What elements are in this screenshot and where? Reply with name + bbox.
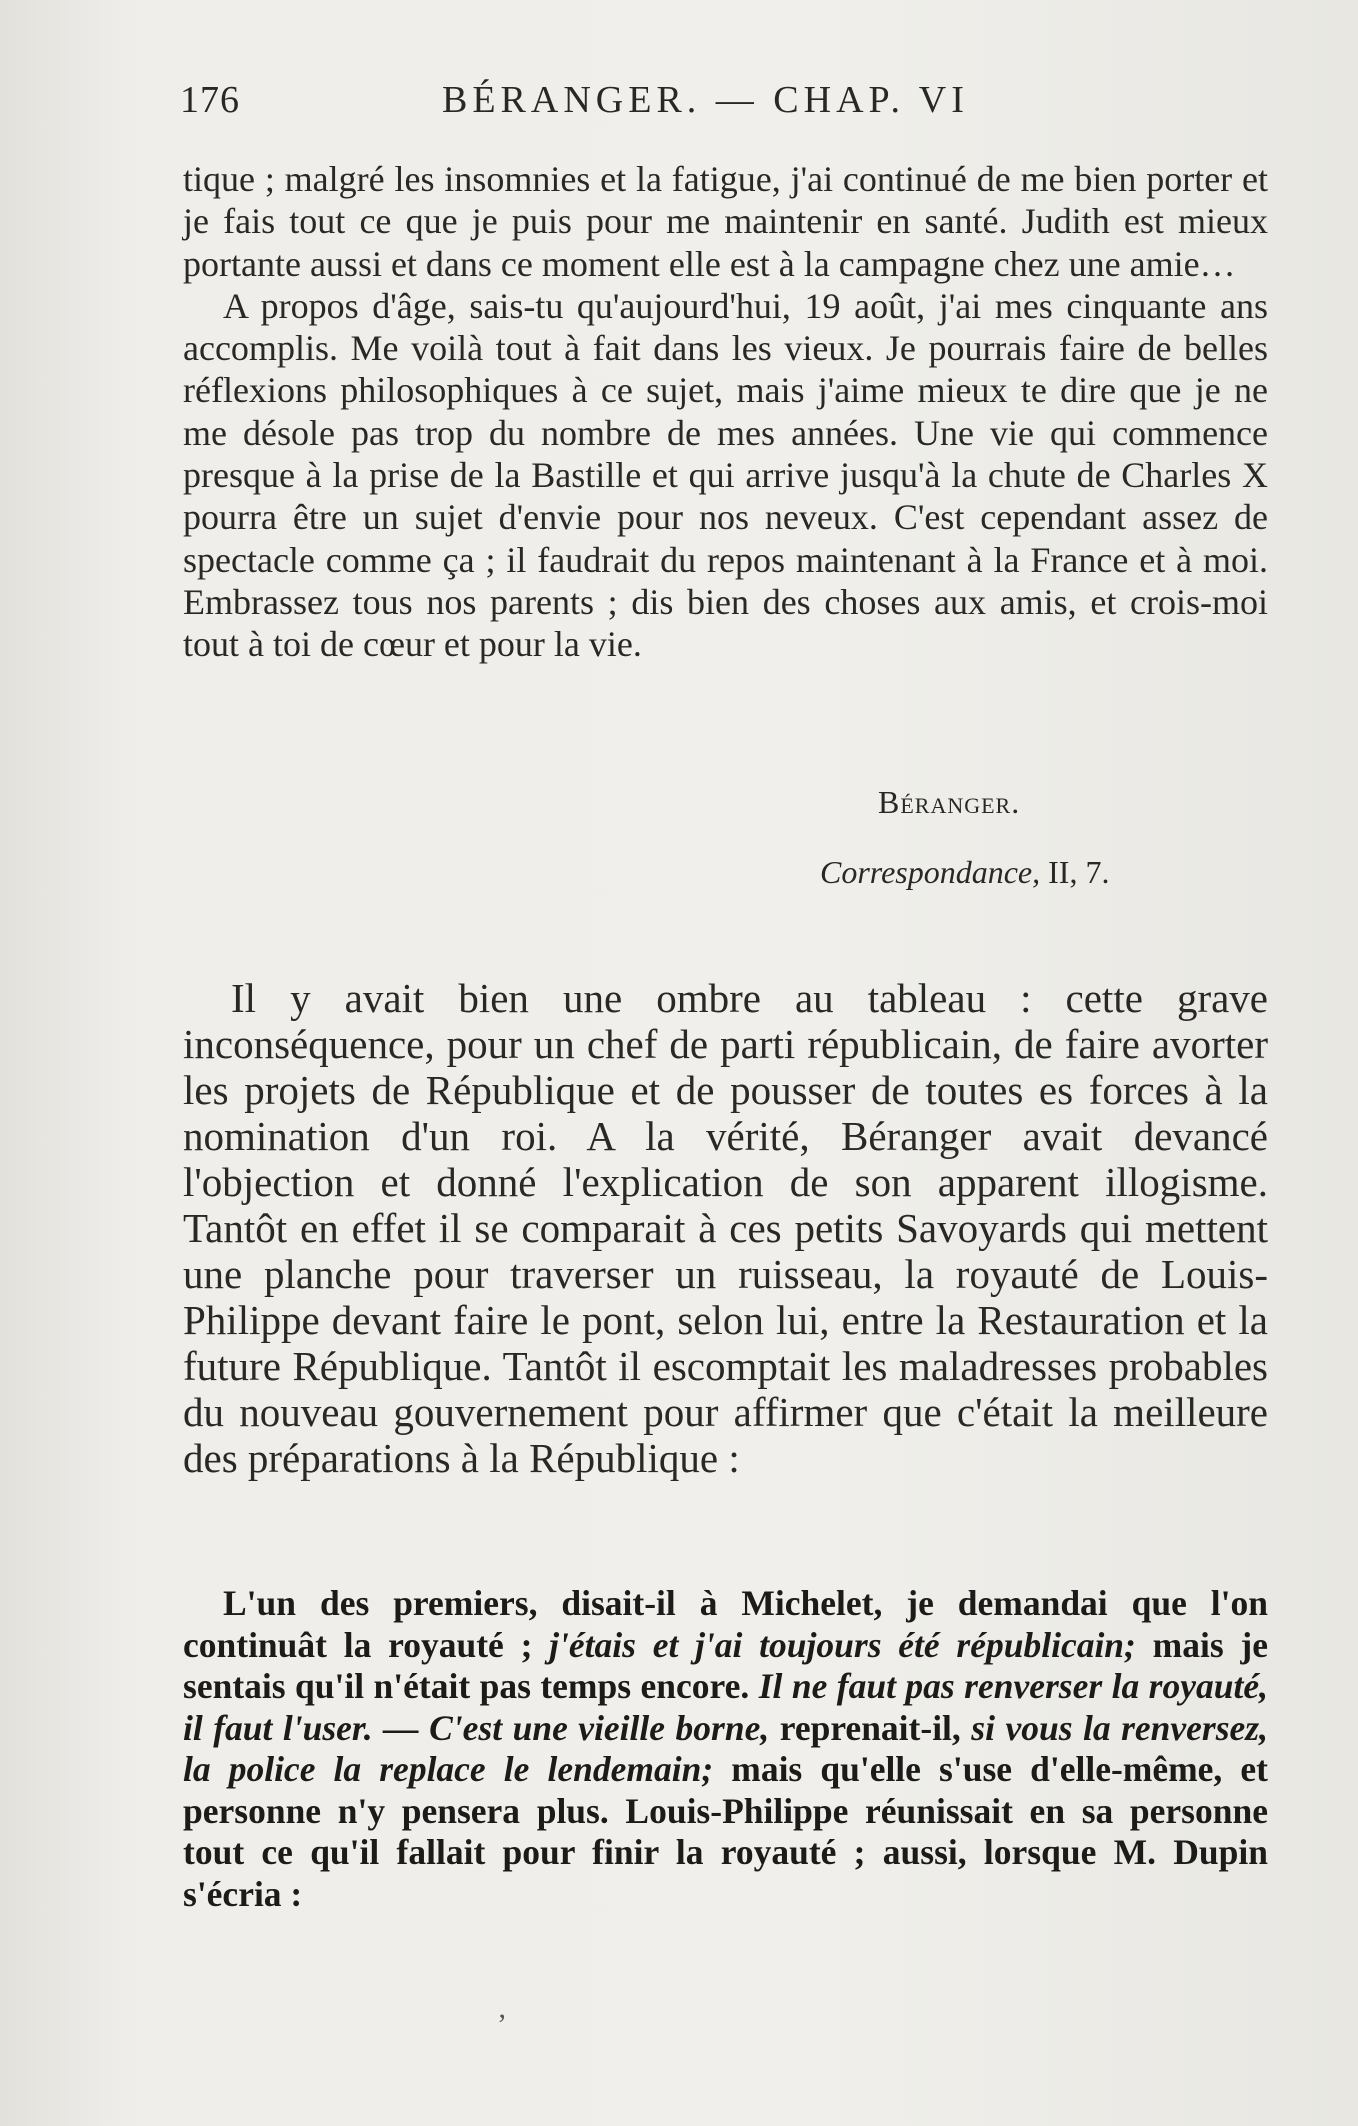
- source-title: Correspondance,: [820, 854, 1041, 890]
- footer-mark: ’: [497, 2008, 507, 2041]
- quote-text-1: L'un des premiers, disait-il à Michelet, je demandai que l'on continuât la royauté ;: [183, 1583, 1268, 1665]
- michelet-quotation: [183, 1583, 1268, 1915]
- body-paragraph: Il y avait bien une ombre au tableau : cette grave inconséquence, pour un chef de parti républicain, de faire avorter les projets de République et de pousser de toutes es forces à la nomination d'un roi. A la vérité, Béranger avait devancé l'objection et donné l'explication de son apparent illogisme. Tantôt en effet il se comparait à ces petits Savoyards qui mettent une planche pour traverser un ruisseau, la royauté de Louis-Philippe devant faire le pont, selon lui, entre la Restauration et la future République. Tantôt il escomptait les maladresses probables du nouveau gouvernement pour affirmer que c'était la meilleure des préparations à la République :: [183, 975, 1268, 1481]
- letter-paragraph-1: tique ; malgré les insomnies et la fatigue, j'ai continué de me bien porter et je fais tout ce que je puis pour me maintenir en santé. Judith est mieux portante aussi et dans ce moment elle est à la campagne chez une amie…: [183, 159, 1268, 284]
- running-head: BÉRANGER. — CHAP. VI: [442, 79, 969, 121]
- quote-italic-2: Il ne faut pas renverser la royauté, il faut l'user. — C'est une vieille borne,: [183, 1666, 1268, 1748]
- running-header: [180, 78, 1280, 128]
- letter-paragraph-2: A propos d'âge, sais-tu qu'aujourd'hui, 19 août, j'ai mes cinquante ans accomplis. Me voilà tout à fait dans les vieux. Je pourrais faire de belles réflexions philosophiques à ce sujet, mais j'aime mieux te dire que je ne me désole pas trop du nombre de mes années. Une vie qui commence presque à la prise de la Bastille et qui arrive jusqu'à la chute de Charles X pourra être un sujet d'envie pour nos neveux. C'est cependant assez de spectacle comme ça ; il faudrait du repos maintenant à la France et à moi. Embrassez tous nos parents ; dis bien des choses aux amis, et crois-moi tout à toi de cœur et pour la vie.: [183, 285, 1268, 665]
- source-reference: II, 7.: [1040, 854, 1110, 890]
- quote-paragraph: [183, 1583, 1268, 1915]
- quote-italic-1: j'étais et j'ai toujours été républicain;: [549, 1624, 1136, 1665]
- letter-signature: Béranger.: [878, 784, 1021, 820]
- page-number: 176: [180, 79, 240, 121]
- letter-source: [820, 854, 1109, 891]
- body-text: [183, 975, 1268, 1481]
- quote-text-3: reprenait-il,: [769, 1707, 972, 1748]
- quote-text-4: mais qu'elle s'use d'elle-même, et personne n'y pensera plus. Louis-Philippe réunissait en sa personne tout ce qu'il fallait pour finir la royauté ; aussi, lorsque M. Dupin s'écria :: [183, 1749, 1268, 1914]
- quote-italic-3: si vous la renversez, la police la replace le lendemain;: [183, 1707, 1269, 1789]
- quote-text-2: mais je sentais qu'il n'était pas temps encore.: [183, 1624, 1268, 1706]
- quoted-letter: [183, 158, 1268, 666]
